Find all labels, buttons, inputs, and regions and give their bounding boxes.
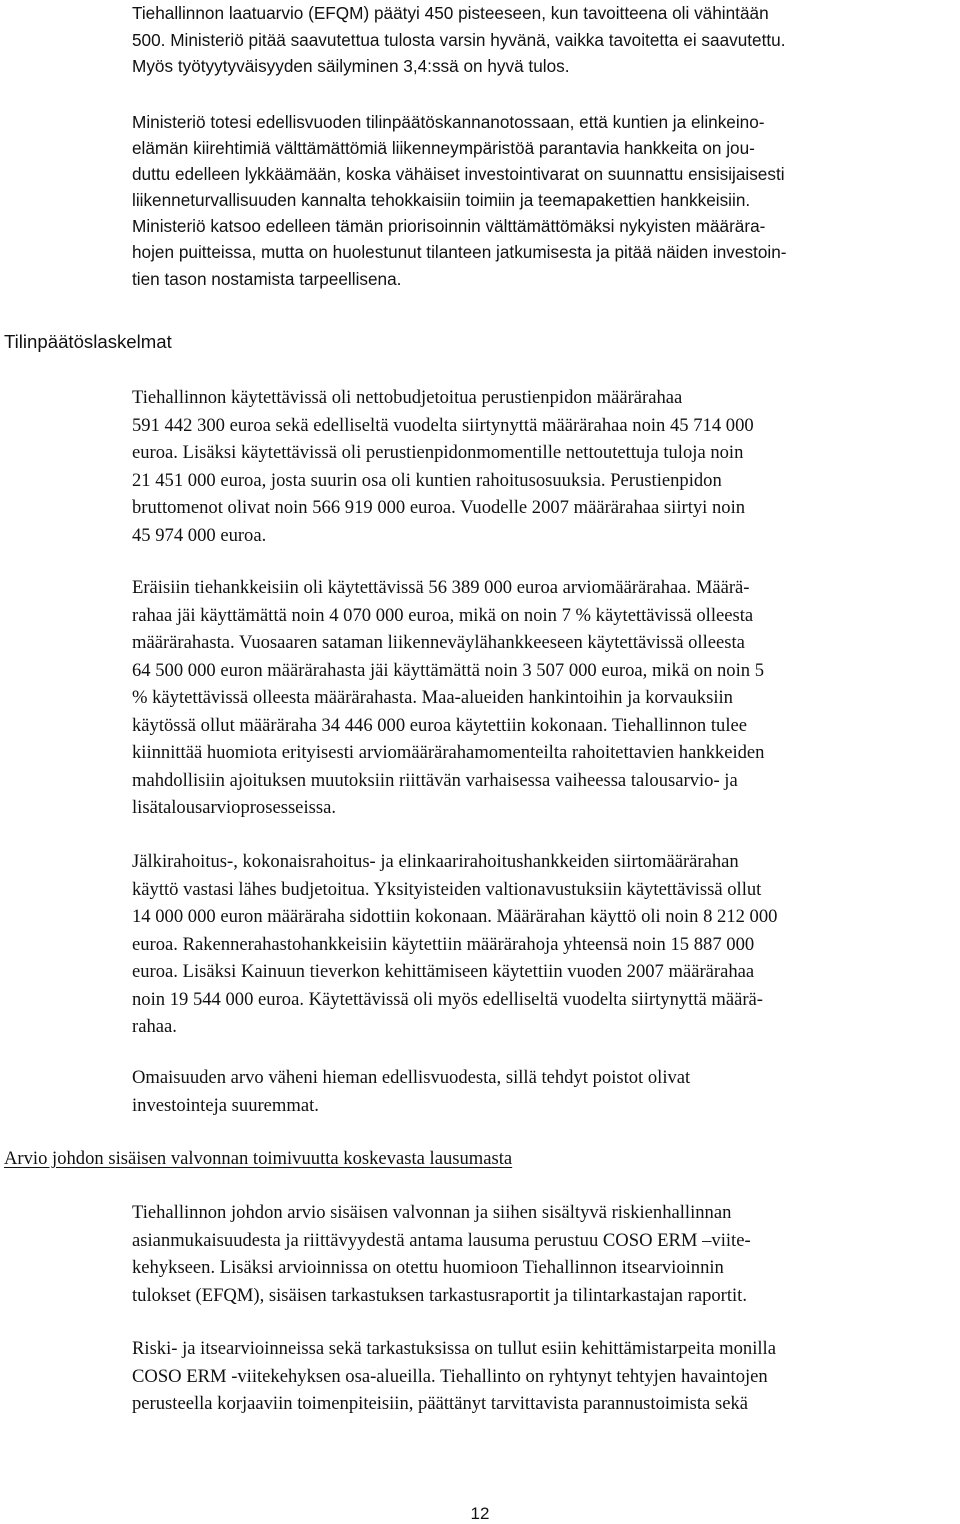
text-line: kehykseen. Lisäksi arvioinnissa on otettu huomioon Tiehallinnon itsearvioinnin (132, 1257, 724, 1278)
risk-paragraph (132, 1335, 776, 1418)
text-line: COSO ERM -viitekehyksen osa-alueilla. Tiehallinto on ryhtynyt tehtyjen havaintojen (132, 1365, 768, 1387)
assets-paragraph (132, 1064, 690, 1119)
text-line: kiinnittää huomiota erityisesti arviomäärärahamomenteilta rahoitettavien hankkeiden (132, 742, 765, 763)
text-line: duttu edelleen lykkäämään, koska vähäiset investointivarat on suunnattu ensisijaisesti (132, 164, 785, 185)
budget-paragraph (132, 384, 754, 549)
text-line: 21 451 000 euroa, josta suurin osa oli kuntien rahoitusosuuksia. Perustienpidon (132, 469, 722, 491)
text-line: 500. Ministeriö pitää saavutettua tulosta varsin hyvänä, vaikka tavoitetta ei saavutettu. (132, 29, 786, 50)
text-line: Ministeriö totesi edellisvuoden tilinpäätöskannanotossaan, että kuntien ja elinkeino- (132, 112, 765, 132)
text-line: euroa. Rakennerahastohankkeisiin käytettiin määrärahoja yhteensä noin 15 887 000 (132, 933, 755, 955)
text-line: noin 19 544 000 euroa. Käytettävissä oli myös edelliseltä vuodelta siirtynyttä määrä- (132, 988, 763, 1010)
text-line: lisätalousarvioprosesseissa. (132, 797, 336, 818)
ministry-paragraph (132, 109, 787, 292)
text-line: Omaisuuden arvo väheni hieman edellisvuodesta, sillä tehdyt poistot olivat (132, 1067, 691, 1088)
text-line: asianmukaisuudesta ja riittävyydestä antama lausuma perustuu COSO ERM –viite- (132, 1229, 751, 1251)
side-label: Tilinpäätöslaskelmat (4, 331, 172, 352)
text-line: rahaa. (132, 1016, 177, 1037)
text-line: 591 442 300 euroa sekä edelliseltä vuodelta siirtynyttä määrärahaa noin 45 714 000 (132, 414, 754, 436)
text-line: % käytettävissä olleesta määrärahasta. Maa-alueiden hankintoihin ja korvauksiin (132, 687, 733, 708)
text-line: 45 974 000 euroa. (132, 524, 267, 546)
text-line: Myös työtyytyväisyyden säilyminen 3,4:ssä on hyvä tulos. (132, 56, 570, 76)
management-paragraph (132, 1199, 751, 1309)
text-line: hojen puitteissa, mutta on huolestunut tilanteen jatkumisesta ja pitää näiden investoin- (132, 242, 787, 263)
efqm-paragraph (132, 0, 786, 80)
text-line: 64 500 000 euron määrärahasta jäi käyttämättä noin 3 507 000 euroa, mikä on noin 5 (132, 659, 765, 681)
text-line: perusteella korjaaviin toimenpiteisiin, päättänyt tarvittavista parannustoimista sekä (132, 1393, 748, 1414)
text-line: käyttö vastasi lähes budjetoitua. Yksityisteiden valtionavustuksiin käytettävissä ollut (132, 878, 762, 900)
text-line: Tiehallinnon johdon arvio sisäisen valvonnan ja siihen sisältyvä riskienhallinnan (132, 1202, 732, 1223)
text-line: mahdollisiin ajoituksen muutoksiin riittävän varhaisessa vaiheessa talousarvio- ja (132, 769, 738, 791)
text-line: investointeja suuremmat. (132, 1094, 319, 1116)
text-line: Tiehallinnon käytettävissä oli nettobudjetoitua perustienpidon määrärahaa (132, 387, 683, 408)
text-line: Riski- ja itsearvioinneissa sekä tarkastuksissa on tullut esiin kehittämistarpeita monilla (132, 1338, 776, 1359)
text-line: Eräisiin tiehankkeisiin oli käytettävissä 56 389 000 euroa arviomäärärahaa. Määrä- (132, 577, 750, 598)
text-line: liikenneturvallisuuden kannalta tehokkaisiin toimiin ja teemapakettien hankkeisiin. (132, 190, 751, 211)
text-line: Ministeriö katsoo edelleen tämän priorisoinnin välttämättömäksi nykyisten määrära- (132, 216, 766, 237)
text-line: määrärahasta. Vuosaaren sataman liikenneväylähankkeeseen käytettävissä olleesta (132, 632, 745, 653)
text-line: käytössä ollut määräraha 34 446 000 euroa käytettiin kokonaan. Tiehallinnon tulee (132, 714, 748, 736)
text-line: euroa. Lisäksi käytettävissä oli perustienpidonmomentille nettoutettuja tuloja noin (132, 442, 744, 463)
text-line: bruttomenot olivat noin 566 919 000 euroa. Vuodelle 2007 määrärahaa siirtyi noin (132, 497, 746, 518)
text-line: Tiehallinnon laatuarvio (EFQM) päätyi 450 pisteeseen, kun tavoitteena oli vähintään (132, 3, 769, 23)
section-heading: Arvio johdon sisäisen valvonnan toimivuutta koskevasta lausumasta (4, 1148, 513, 1169)
financing-paragraph (132, 848, 777, 1041)
page-number: 12 (470, 1504, 490, 1523)
text-line: Jälkirahoitus-, kokonaisrahoitus- ja elinkaarirahoitushankkeiden siirtomäärärahan (132, 851, 739, 872)
text-line: rahaa jäi käyttämättä noin 4 070 000 euroa, mikä on noin 7 % käytettävissä olleesta (132, 604, 754, 626)
text-line: 14 000 000 euron määräraha sidottiin kokonaan. Määrärahan käyttö oli noin 8 212 000 (132, 906, 778, 927)
projects-paragraph (132, 574, 764, 822)
text-line: tien tason nostamista tarpeellisena. (132, 268, 402, 289)
text-line: euroa. Lisäksi Kainuun tieverkon kehittämiseen käytettiin vuoden 2007 määrärahaa (132, 961, 755, 982)
text-line: elämän kiirehtimiä välttämättömiä liikenneympäristöä parantavia hankkeita on jou- (132, 138, 755, 159)
text-line: tulokset (EFQM), sisäisen tarkastuksen tarkastusraportit ja tilintarkastajan raportit. (132, 1284, 748, 1306)
